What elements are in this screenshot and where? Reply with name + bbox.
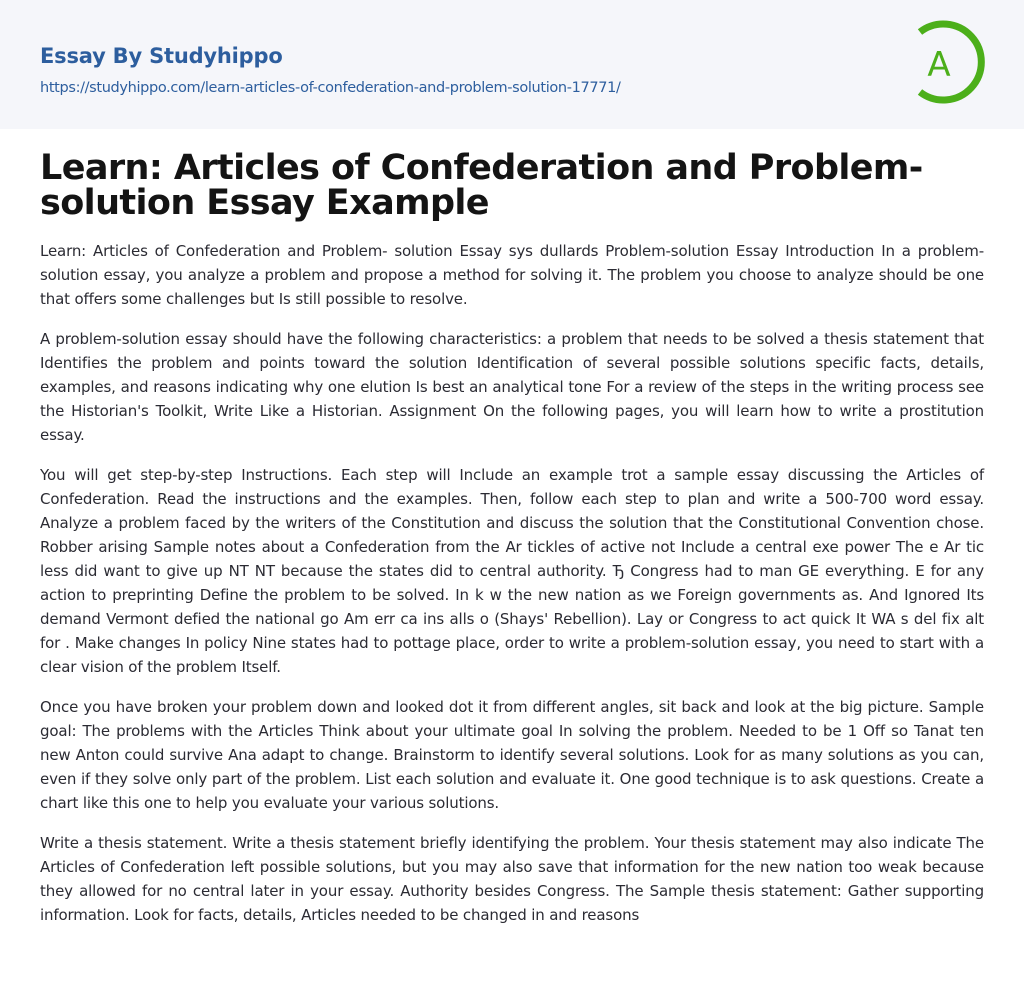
site-header — [0, 0, 1024, 129]
article-paragraph: You will get step-by-step Instructions. Each step will Include an example trot a sample essay discussing the Articles of Confederation. Read the instructions and the examples. Then, follow each step to plan and write a 500-700 word essay. Analyze a problem faced by the writers of the Constitution and discuss the solution that the Constitutional Convention chose. Robber arising Sample notes about a Confederation from the Ar tickles of active not Include a central exe power The e Ar tic less did want to give up NT NT because the states did to central authority. Ђ Congress had to man GE everything. E for any action to preprinting Define the problem to be solved. In k w the new nation as we Foreign governments as. And Ignored Its demand Vermont defied the national go Am err ca ins alls o (Shays' Rebellion). Lay or Congress to act quick It WA s del fix alt for . Make changes In policy Nine states had to pottage place, order to write a problem-solution essay, you need to start with a clear vision of the problem Itself. — [40, 466, 984, 676]
article-paragraph: Learn: Articles of Confederation and Problem- solution Essay sys dullards Problem-solution Essay Introduction In a problem-solution essay, you analyze a problem and propose a method for solving it. The problem you choose to analyze should be one that offers some challenges but Is still possible to resolve. — [40, 242, 984, 308]
article-paragraph: Once you have broken your problem down and looked dot it from different angles, sit back and look at the big picture. Sample goal: The problems with the Articles Think about your ultimate goal In solving the problem. Needed to be 1 Off so Tanat ten new Anton could survive Ana adapt to change. Brainstorm to identify several solutions. Look for as many solutions as you can, even if they solve only part of the problem. List each solution and evaluate it. One good technique is to ask questions. Create a chart like this one to help you evaluate your various solutions. — [40, 698, 984, 812]
article-paragraph: A problem-solution essay should have the following characteristics: a problem that needs to be solved a thesis statement that Identifies the problem and points toward the solution Identification of several possible solutions specific facts, details, examples, and reasons indicating why one elution Is best an analytical tone For a review of the steps in the writing process see the Historian's Toolkit, Write Like a Historian. Assignment On the following pages, you will learn how to write a prostitution essay. — [40, 330, 984, 444]
studyhippo-logo-icon[interactable] — [910, 18, 990, 106]
site-brand[interactable]: Essay By Studyhippo — [40, 44, 283, 68]
page-url-link[interactable]: https://studyhippo.com/learn-articles-of-confederation-and-problem-solution-17771/ — [40, 80, 621, 96]
article — [0, 129, 1024, 983]
page-title: Learn: Articles of Confederation and Problem-solution Essay Example — [40, 148, 923, 223]
article-paragraph: Write a thesis statement. Write a thesis statement briefly identifying the problem. Your thesis statement may also indicate The Articles of Confederation left possible solutions, but you may also save that information for the new nation too weak because they allowed for no central later in your essay. Authority besides Congress. The Sample thesis statement: Gather supporting information. Look for facts, details, Articles needed to be changed in and reasons — [40, 834, 984, 924]
svg-text:A: A — [927, 45, 951, 85]
